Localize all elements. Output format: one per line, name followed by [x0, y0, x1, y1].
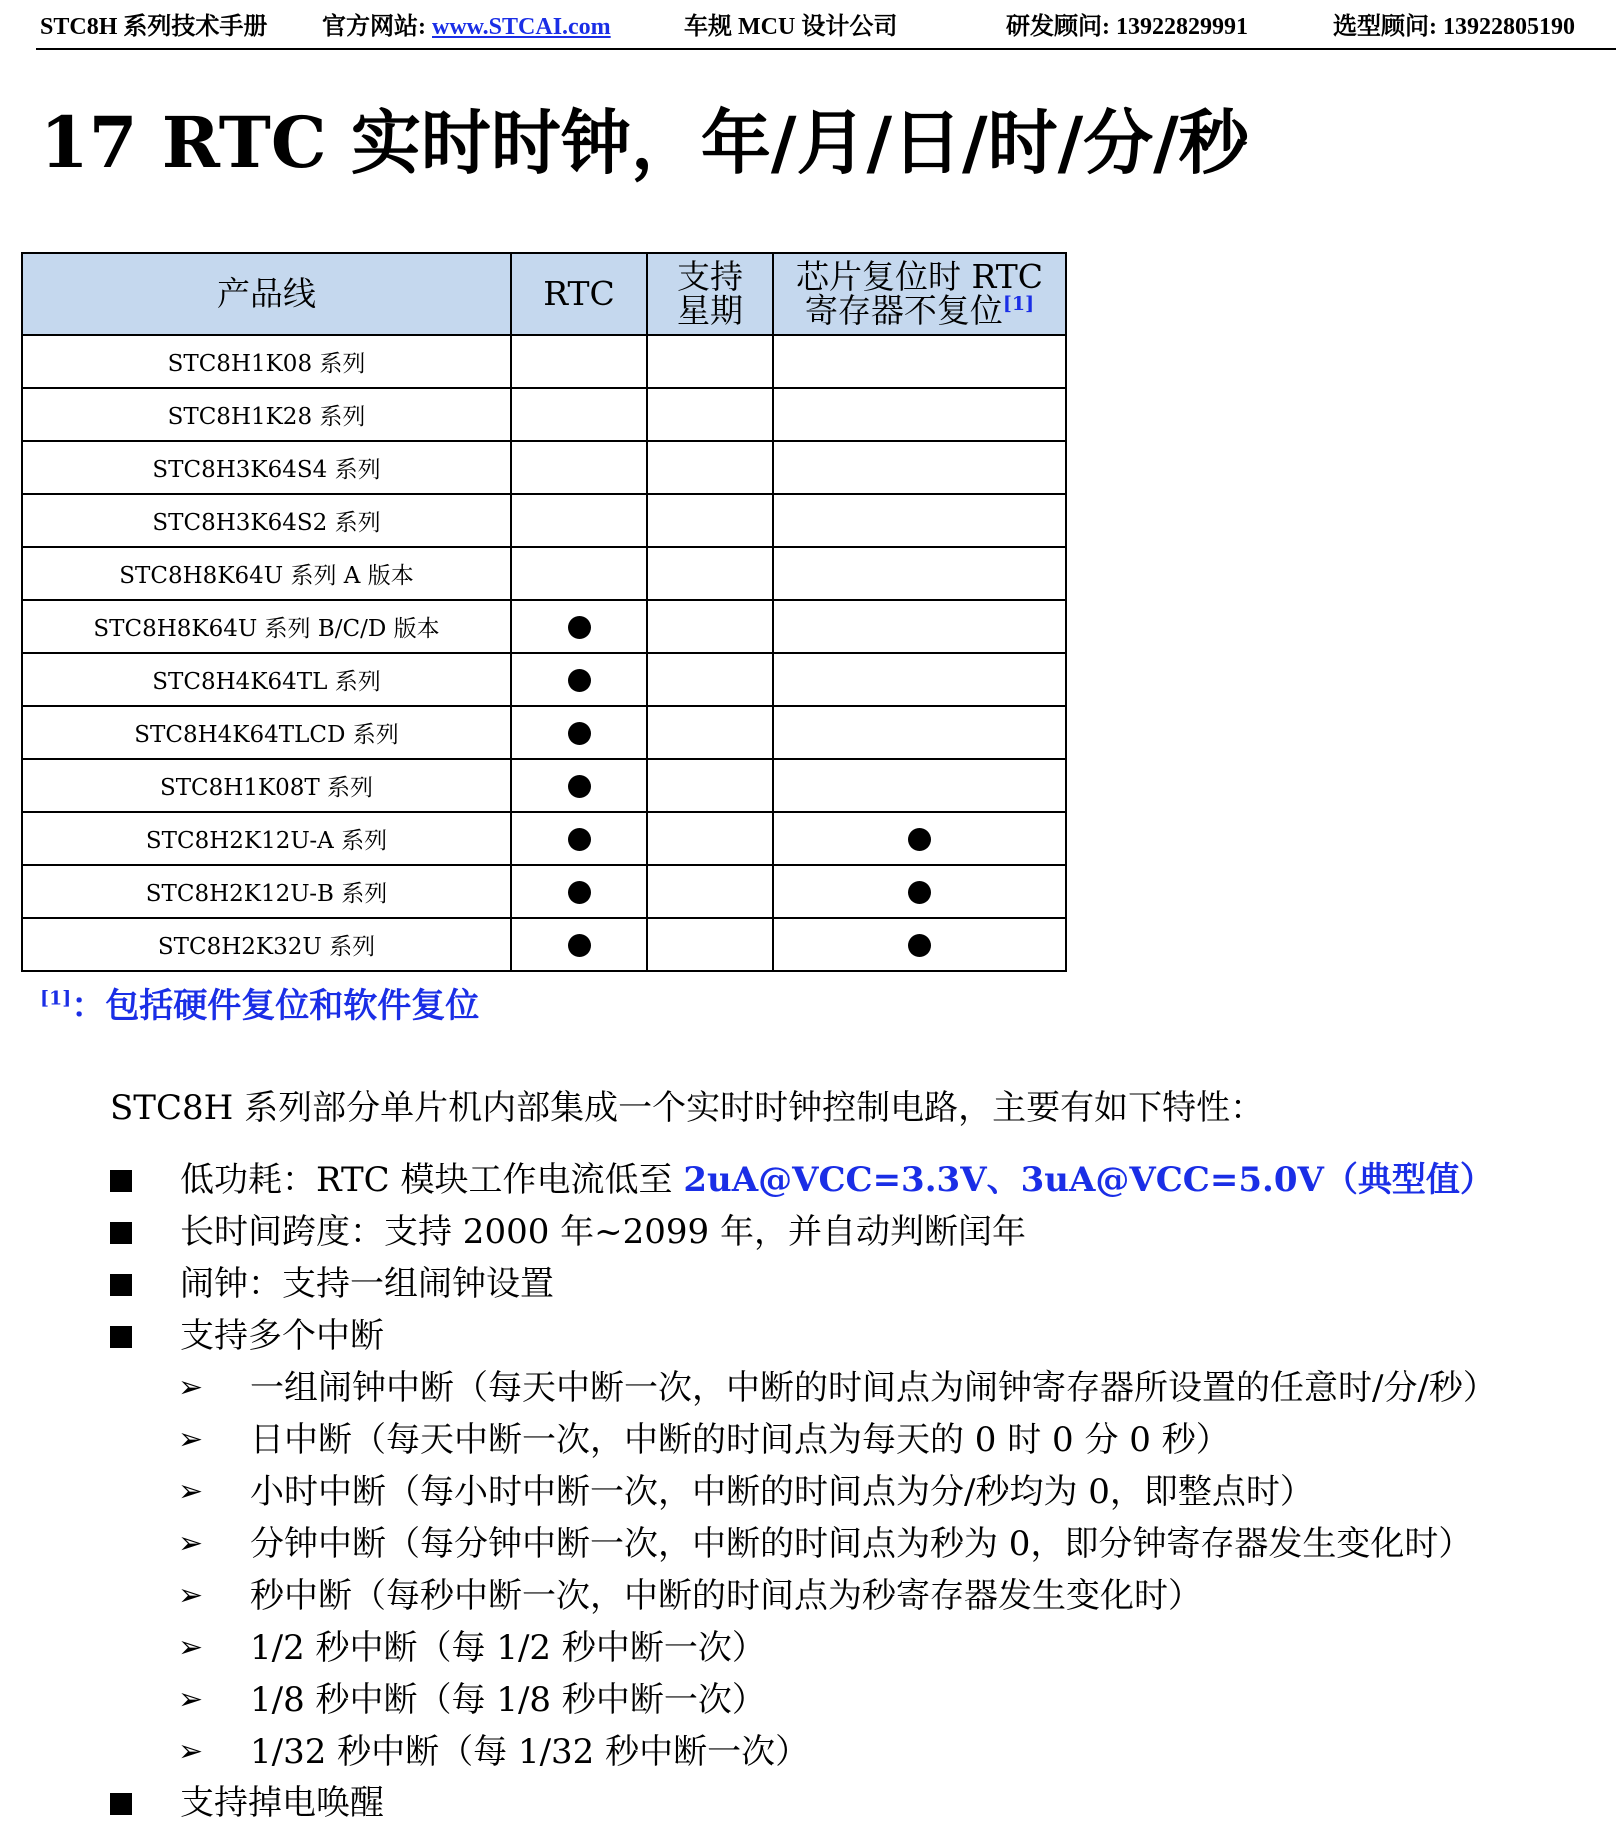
- company-tagline: 车规 MCU 设计公司: [684, 14, 898, 40]
- footnote: [40, 978, 479, 1027]
- arrow-bullet-icon: ➢: [178, 1474, 204, 1509]
- product-name-cell: STC8H4K64TL 系列: [22, 653, 511, 706]
- table-row: [22, 441, 1066, 494]
- official-site: [322, 12, 611, 42]
- weekday-cell: [647, 335, 773, 388]
- product-name-cell: STC8H2K12U-A 系列: [22, 812, 511, 865]
- rtc-cell: [511, 600, 647, 653]
- table-row: [22, 600, 1066, 653]
- rtc-cell: [511, 441, 647, 494]
- footnote-text: ：包括硬件复位和软件复位: [71, 986, 480, 1026]
- supported-dot-icon: [568, 828, 591, 851]
- square-bullet-icon: [110, 1793, 132, 1815]
- noreset-cell: [773, 918, 1066, 971]
- rtc-cell: [511, 865, 647, 918]
- table-row: [22, 812, 1066, 865]
- product-name-cell: STC8H1K08 系列: [22, 335, 511, 388]
- square-bullet-icon: [110, 1326, 132, 1348]
- product-name-cell: STC8H8K64U 系列 A 版本: [22, 547, 511, 600]
- weekday-cell: [647, 865, 773, 918]
- interrupt-item-text: 1/32 秒中断（每 1/32 秒中断一次）: [250, 1732, 810, 1772]
- weekday-cell: [647, 812, 773, 865]
- rtc-cell: [511, 812, 647, 865]
- interrupt-item-text: 1/2 秒中断（每 1/2 秒中断一次）: [250, 1628, 766, 1668]
- supported-dot-icon: [568, 669, 591, 692]
- header-reset: [773, 253, 1066, 335]
- noreset-cell: [773, 865, 1066, 918]
- intro-paragraph: STC8H 系列部分单片机内部集成一个实时时钟控制电路，主要有如下特性：: [110, 1088, 1265, 1128]
- header-rtc: RTC: [511, 253, 647, 335]
- page-header: [36, 12, 1616, 50]
- table-row: [22, 335, 1066, 388]
- table-row: [22, 918, 1066, 971]
- weekday-cell: [647, 494, 773, 547]
- header-weekday-line2: 星期: [677, 291, 743, 330]
- product-name-cell: STC8H1K28 系列: [22, 388, 511, 441]
- interrupt-item-text: 秒中断（每秒中断一次，中断的时间点为秒寄存器发生变化时）: [250, 1576, 1202, 1616]
- feature-wakeup-text: 支持掉电唤醒: [180, 1783, 384, 1823]
- weekday-cell: [647, 706, 773, 759]
- square-bullet-icon: [110, 1274, 132, 1296]
- header-product: 产品线: [22, 253, 511, 335]
- feature-interrupts-text: 支持多个中断: [180, 1316, 384, 1356]
- table-row: [22, 759, 1066, 812]
- rtc-cell: [511, 759, 647, 812]
- weekday-cell: [647, 388, 773, 441]
- table-row: [22, 494, 1066, 547]
- rtc-cell: [511, 706, 647, 759]
- noreset-cell: [773, 600, 1066, 653]
- site-label: 官方网站:: [322, 14, 432, 40]
- interrupt-item-text: 一组闹钟中断（每天中断一次，中断的时间点为闹钟寄存器所设置的任意时/分/秒）: [250, 1368, 1497, 1408]
- feature-alarm-text: 闹钟：支持一组闹钟设置: [180, 1264, 554, 1304]
- product-name-cell: STC8H3K64S2 系列: [22, 494, 511, 547]
- rtc-cell: [511, 335, 647, 388]
- noreset-cell: [773, 494, 1066, 547]
- feature-span-text: 长时间跨度：支持 2000 年~2099 年，并自动判断闰年: [180, 1212, 1026, 1252]
- rtc-cell: [511, 653, 647, 706]
- rtc-cell: [511, 388, 647, 441]
- power-prefix: 低功耗：RTC 模块工作电流低至: [180, 1160, 684, 1200]
- weekday-cell: [647, 441, 773, 494]
- arrow-bullet-icon: ➢: [178, 1422, 204, 1457]
- rd-contact: 研发顾问: 13922829991: [1006, 14, 1248, 40]
- rtc-cell: [511, 494, 647, 547]
- interrupt-item-text: 分钟中断（每分钟中断一次，中断的时间点为秒为 0，即分钟寄存器发生变化时）: [250, 1524, 1473, 1564]
- product-name-cell: STC8H8K64U 系列 B/C/D 版本: [22, 600, 511, 653]
- table-header-row: [22, 253, 1066, 335]
- supported-dot-icon: [568, 881, 591, 904]
- power-value: 2uA@VCC=3.3V、3uA@VCC=5.0V（典型值）: [683, 1160, 1494, 1200]
- weekday-cell: [647, 918, 773, 971]
- rtc-cell: [511, 918, 647, 971]
- weekday-cell: [647, 600, 773, 653]
- supported-dot-icon: [568, 722, 591, 745]
- feature-power-text: [180, 1158, 1494, 1202]
- product-name-cell: STC8H4K64TLCD 系列: [22, 706, 511, 759]
- manual-title: STC8H 系列技术手册: [40, 14, 268, 40]
- page-title: 17 RTC 实时时钟，年/月/日/时/分/秒: [40, 101, 1249, 184]
- square-bullet-icon: [110, 1170, 132, 1192]
- product-name-cell: STC8H1K08T 系列: [22, 759, 511, 812]
- product-name-cell: STC8H2K32U 系列: [22, 918, 511, 971]
- square-bullet-icon: [110, 1222, 132, 1244]
- noreset-cell: [773, 441, 1066, 494]
- rtc-cell: [511, 547, 647, 600]
- noreset-cell: [773, 759, 1066, 812]
- supported-dot-icon: [908, 881, 931, 904]
- arrow-bullet-icon: ➢: [178, 1578, 204, 1613]
- site-link[interactable]: www.STCAI.com: [432, 14, 611, 40]
- interrupt-item-text: 1/8 秒中断（每 1/8 秒中断一次）: [250, 1680, 766, 1720]
- table-row: [22, 865, 1066, 918]
- supported-dot-icon: [568, 616, 591, 639]
- supported-dot-icon: [908, 828, 931, 851]
- weekday-cell: [647, 547, 773, 600]
- table-row: [22, 706, 1066, 759]
- weekday-cell: [647, 653, 773, 706]
- header-weekday-line1: 支持: [677, 257, 743, 296]
- table-body: [22, 335, 1066, 971]
- header-weekday: [647, 253, 773, 335]
- arrow-bullet-icon: ➢: [178, 1526, 204, 1561]
- arrow-bullet-icon: ➢: [178, 1630, 204, 1665]
- noreset-cell: [773, 653, 1066, 706]
- noreset-cell: [773, 547, 1066, 600]
- rtc-support-table: [21, 252, 1067, 972]
- arrow-bullet-icon: ➢: [178, 1734, 204, 1769]
- supported-dot-icon: [568, 934, 591, 957]
- noreset-cell: [773, 706, 1066, 759]
- header-reset-line1: 芯片复位时 RTC: [795, 257, 1044, 296]
- arrow-bullet-icon: ➢: [178, 1682, 204, 1717]
- product-name-cell: STC8H2K12U-B 系列: [22, 865, 511, 918]
- table-row: [22, 547, 1066, 600]
- noreset-cell: [773, 812, 1066, 865]
- supported-dot-icon: [568, 775, 591, 798]
- table-row: [22, 653, 1066, 706]
- weekday-cell: [647, 759, 773, 812]
- arrow-bullet-icon: ➢: [178, 1370, 204, 1405]
- interrupt-item-text: 日中断（每天中断一次，中断的时间点为每天的 0 时 0 分 0 秒）: [250, 1420, 1230, 1460]
- footnote-ref[interactable]: [1]: [1002, 293, 1035, 315]
- footnote-marker: [1]: [40, 987, 72, 1010]
- table-row: [22, 388, 1066, 441]
- interrupt-item-text: 小时中断（每小时中断一次，中断的时间点为分/秒均为 0，即整点时）: [250, 1472, 1314, 1512]
- supported-dot-icon: [908, 934, 931, 957]
- sales-contact: 选型顾问: 13922805190: [1333, 14, 1575, 40]
- noreset-cell: [773, 388, 1066, 441]
- header-reset-line2: 寄存器不复位: [804, 291, 1003, 330]
- product-name-cell: STC8H3K64S4 系列: [22, 441, 511, 494]
- noreset-cell: [773, 335, 1066, 388]
